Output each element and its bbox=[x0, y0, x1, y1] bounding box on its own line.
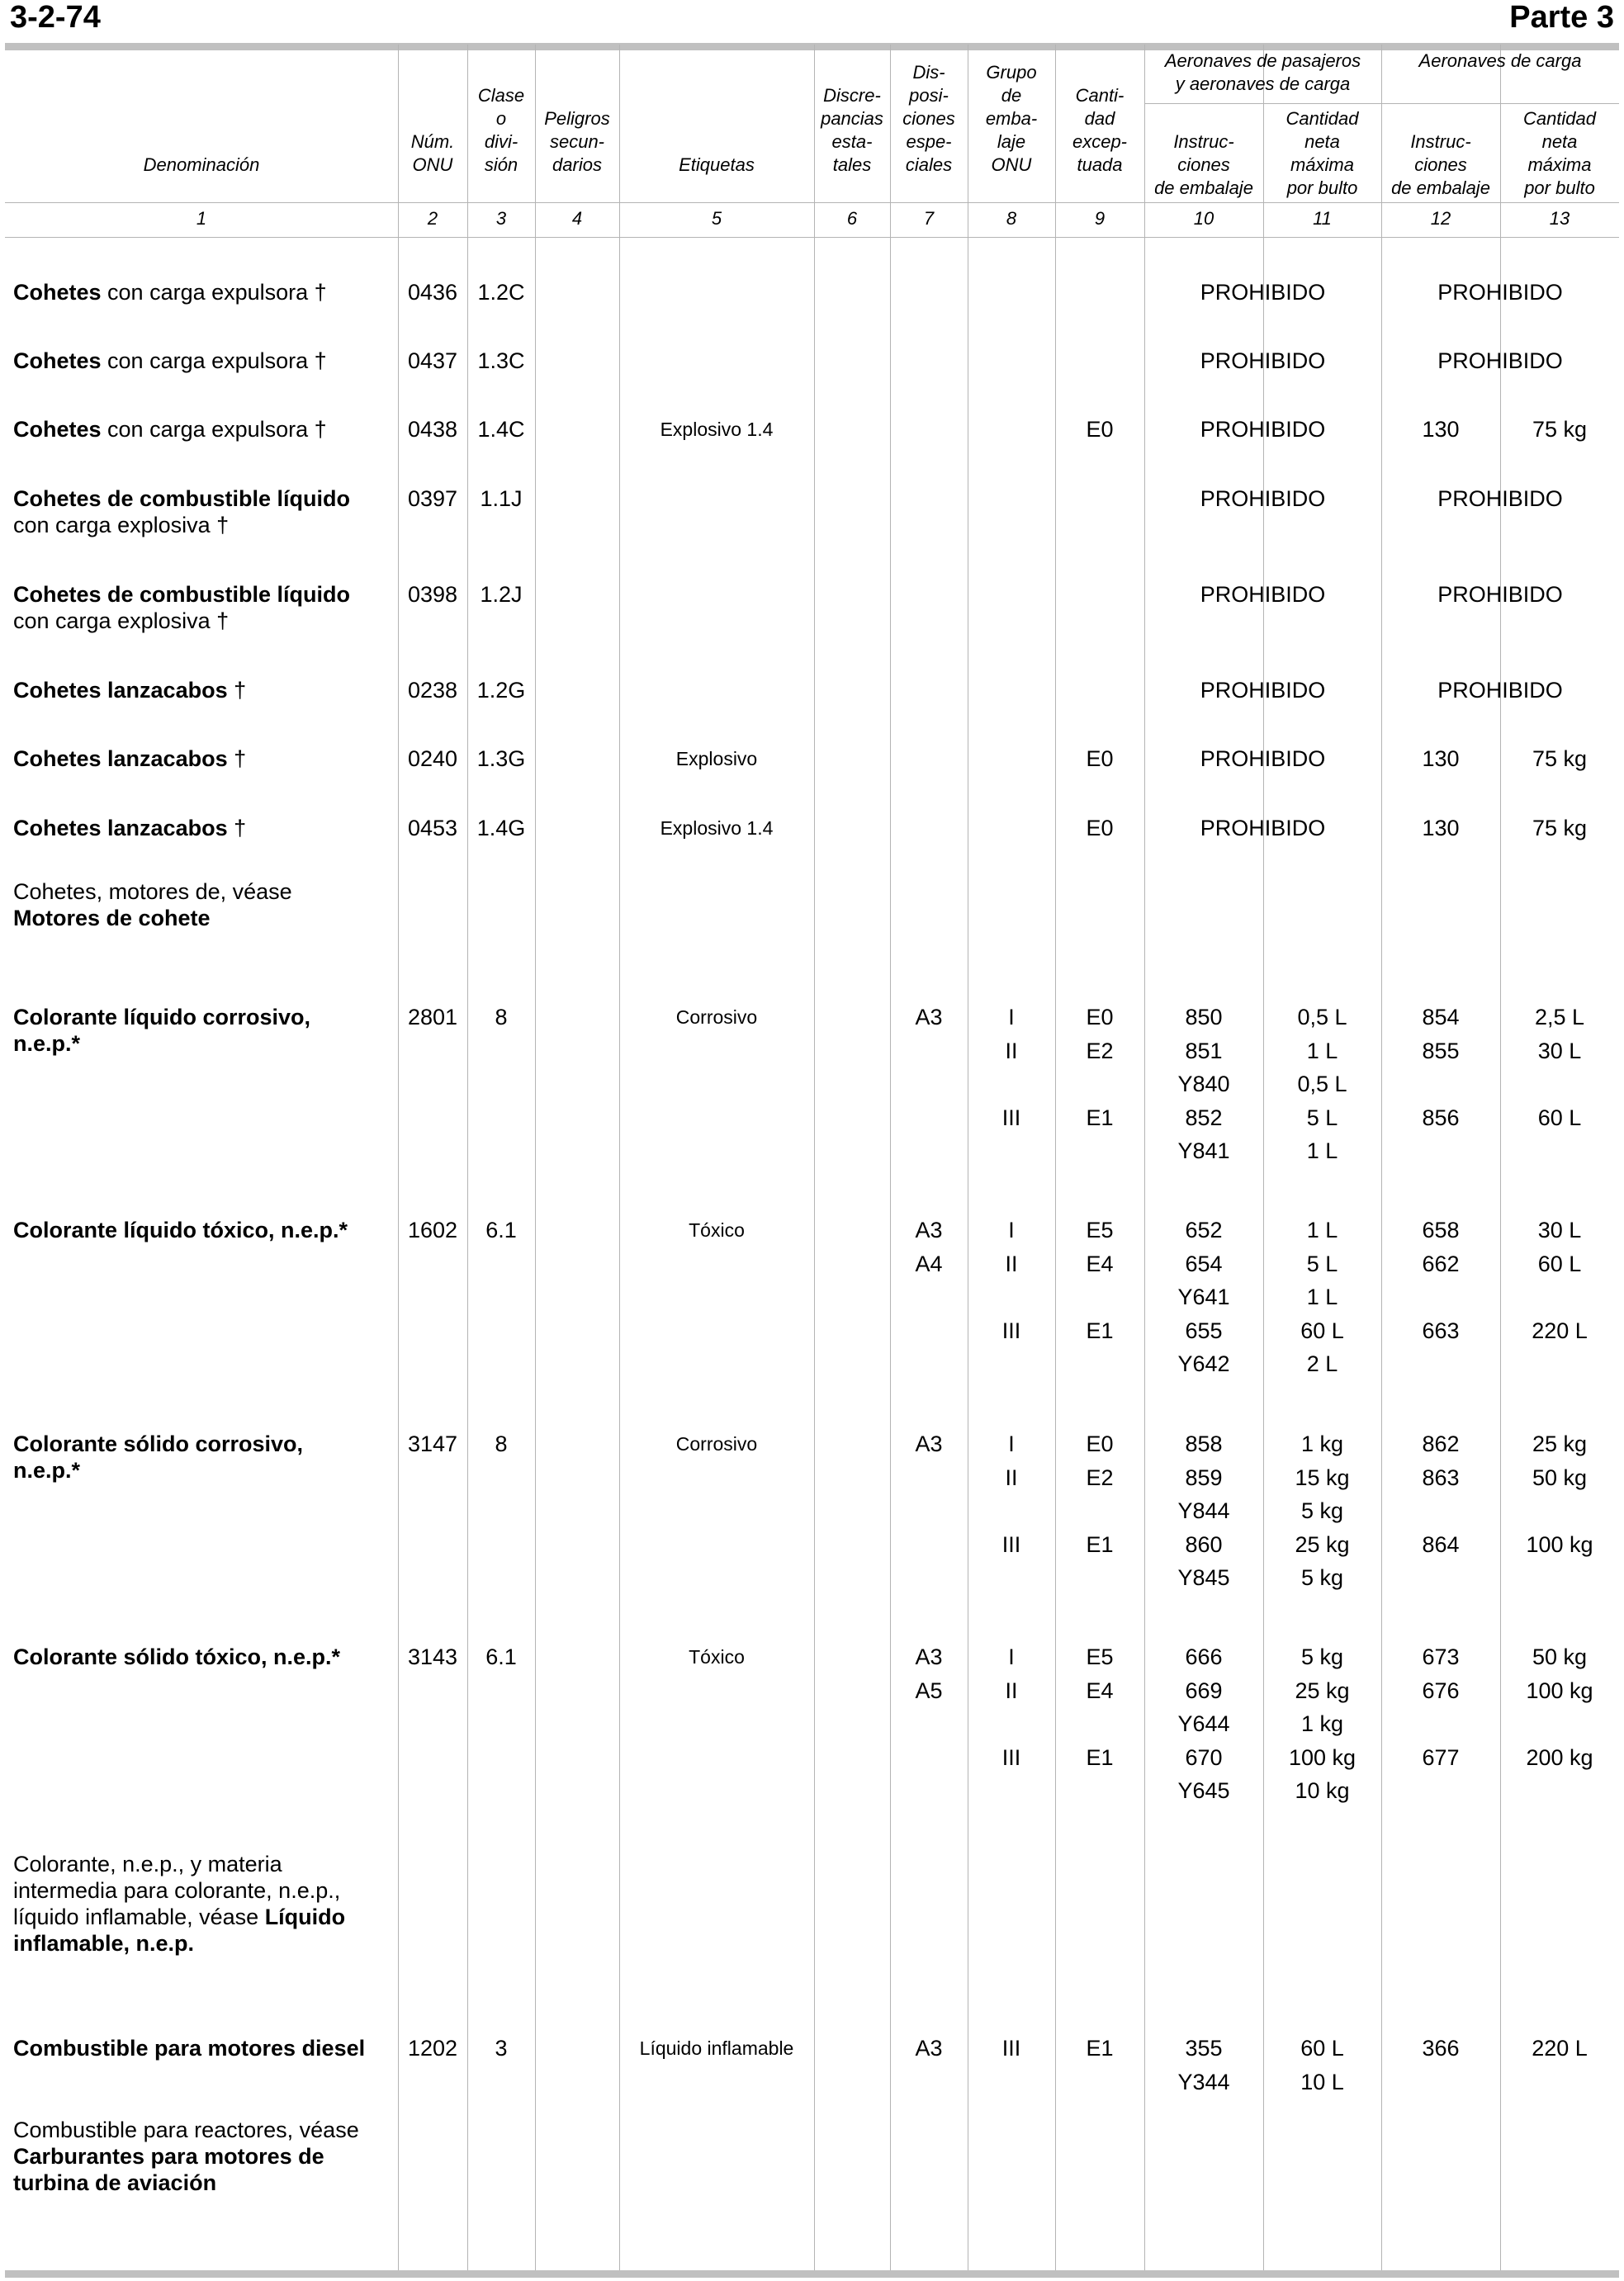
excepted-quantity: E5 bbox=[1086, 1644, 1114, 1669]
header-line: ONU bbox=[412, 154, 453, 175]
excepted-quantity: E1 bbox=[1086, 1531, 1114, 1557]
header-line: ONU bbox=[991, 154, 1032, 175]
special-provision: A3 bbox=[915, 1005, 943, 1029]
excepted-quantity: E4 bbox=[1086, 1678, 1114, 1703]
ref-bold: Carburantes para motores de bbox=[13, 2144, 324, 2169]
pax-max-quantity: 1 L bbox=[1306, 1285, 1338, 1309]
un-number: 3147 bbox=[407, 1432, 458, 1456]
row-denomination bbox=[13, 416, 393, 442]
pax-max-quantity: 0,5 L bbox=[1297, 1005, 1347, 1029]
header-cargo-aircraft: Aeronaves de carga bbox=[1418, 50, 1582, 71]
pax-packing-instruction: 670 bbox=[1185, 1744, 1223, 1770]
header-line: de embalaje bbox=[1154, 177, 1253, 198]
ref-text: Cohetes, motores de, véase bbox=[13, 879, 292, 904]
cargo-packing-instruction: 854 bbox=[1422, 1005, 1460, 1029]
pax-max-quantity: 1 kg bbox=[1300, 1711, 1344, 1736]
header-denominacion: Denominación bbox=[143, 154, 260, 175]
excepted-quantity: E1 bbox=[1086, 1744, 1114, 1770]
excepted-quantity: E0 bbox=[1086, 746, 1114, 771]
cargo-max-quantity: 75 kg bbox=[1532, 816, 1588, 840]
cargo-prohibited: PROHIBIDO bbox=[1437, 486, 1563, 511]
cargo-packing-instruction: 130 bbox=[1422, 816, 1460, 840]
un-number: 1602 bbox=[407, 1218, 458, 1242]
ref-text bbox=[13, 1904, 393, 1930]
packing-group: I bbox=[1008, 1005, 1015, 1029]
pax-packing-instruction: 850 bbox=[1185, 1005, 1223, 1029]
cargo-packing-instruction: 855 bbox=[1422, 1038, 1460, 1063]
un-number: 0438 bbox=[407, 417, 458, 442]
pax-packing-instruction: Y644 bbox=[1177, 1711, 1230, 1736]
label-text: Explosivo 1.4 bbox=[660, 419, 774, 440]
header-pax-instrucciones bbox=[1144, 130, 1263, 200]
class-division: 8 bbox=[495, 1005, 508, 1029]
header-line: secun- bbox=[549, 131, 605, 152]
row-denomination bbox=[13, 485, 393, 538]
denomination-text: con carga expulsora † bbox=[101, 280, 327, 305]
header-line: Canti- bbox=[1075, 85, 1124, 106]
denomination-bold: Colorante sólido tóxico, n.e.p.* bbox=[13, 1644, 341, 1669]
pax-prohibited: PROHIBIDO bbox=[1200, 348, 1326, 373]
pax-packing-instruction: 860 bbox=[1185, 1531, 1223, 1557]
column-number: 12 bbox=[1430, 208, 1451, 229]
packing-group: II bbox=[1005, 1465, 1018, 1490]
cargo-max-quantity: 60 L bbox=[1537, 1105, 1582, 1130]
un-number: 0240 bbox=[407, 746, 458, 771]
header-line: por bulto bbox=[1286, 177, 1358, 198]
ref-bold: inflamable, n.e.p. bbox=[13, 1931, 195, 1956]
excepted-quantity: E0 bbox=[1086, 417, 1114, 442]
excepted-quantity: E1 bbox=[1086, 2036, 1114, 2061]
bottom-rule bbox=[5, 2270, 1619, 2278]
class-division: 1.3G bbox=[476, 746, 526, 771]
packing-group: III bbox=[1001, 1531, 1021, 1557]
column-number: 1 bbox=[196, 208, 207, 229]
ref-text bbox=[13, 1851, 393, 1877]
header-cargo-instrucciones bbox=[1381, 130, 1500, 200]
cargo-prohibited: PROHIBIDO bbox=[1437, 582, 1563, 607]
header-line: Aeronaves de pasajeros bbox=[1164, 50, 1361, 71]
class-division: 1.4C bbox=[477, 417, 525, 442]
header-line: Clase bbox=[477, 85, 525, 106]
header-line: esta- bbox=[831, 131, 873, 152]
packing-group: II bbox=[1005, 1038, 1018, 1063]
header-line: ciales bbox=[905, 154, 953, 175]
cross-reference bbox=[13, 2117, 393, 2196]
packing-group: I bbox=[1008, 1218, 1015, 1242]
header-line: posi- bbox=[909, 85, 949, 106]
denomination-bold: Colorante líquido corrosivo, bbox=[13, 1005, 311, 1029]
header-line: ciones bbox=[1177, 154, 1230, 175]
row-denomination bbox=[13, 815, 393, 841]
cargo-packing-instruction: 677 bbox=[1422, 1744, 1460, 1770]
cargo-max-quantity: 60 L bbox=[1537, 1251, 1582, 1276]
label-text: Corrosivo bbox=[675, 1433, 758, 1455]
row-denomination bbox=[13, 581, 393, 634]
packing-group: III bbox=[1001, 2036, 1021, 2061]
ref-bold: Líquido bbox=[264, 1905, 346, 1929]
special-provision: A3 bbox=[915, 1432, 943, 1456]
pax-prohibited: PROHIBIDO bbox=[1200, 486, 1326, 511]
cargo-packing-instruction: 862 bbox=[1422, 1432, 1460, 1456]
column-divider bbox=[619, 45, 620, 2274]
pax-max-quantity: 15 kg bbox=[1295, 1465, 1350, 1490]
cargo-prohibited: PROHIBIDO bbox=[1437, 280, 1563, 305]
pax-packing-instruction: 669 bbox=[1185, 1678, 1223, 1703]
header-line: tales bbox=[832, 154, 872, 175]
header-line: Cantidad bbox=[1522, 108, 1597, 129]
packing-group: III bbox=[1001, 1105, 1021, 1130]
pax-packing-instruction: 654 bbox=[1185, 1251, 1223, 1276]
pax-packing-instruction: 355 bbox=[1185, 2036, 1223, 2061]
packing-group: I bbox=[1008, 1644, 1015, 1669]
pax-max-quantity: 100 kg bbox=[1288, 1744, 1356, 1770]
class-division: 6.1 bbox=[485, 1218, 517, 1242]
header-peligros bbox=[535, 107, 619, 177]
row-denomination bbox=[13, 2035, 393, 2061]
pax-packing-instruction: Y645 bbox=[1177, 1778, 1230, 1803]
column-number: 10 bbox=[1193, 208, 1214, 229]
header-line: tuada bbox=[1077, 154, 1123, 175]
cargo-packing-instruction: 864 bbox=[1422, 1531, 1460, 1557]
ref-text: Combustible para reactores, véase bbox=[13, 2118, 359, 2142]
packing-group: I bbox=[1008, 1432, 1015, 1456]
row-denomination bbox=[13, 745, 393, 772]
denomination-text: con carga explosiva † bbox=[13, 513, 230, 537]
packing-group: III bbox=[1001, 1744, 1021, 1770]
packing-group: III bbox=[1001, 1318, 1021, 1343]
header-line: Núm. bbox=[410, 131, 455, 152]
column-number: 8 bbox=[1006, 208, 1017, 229]
header-line: laje bbox=[997, 131, 1026, 152]
pax-packing-instruction: 852 bbox=[1185, 1105, 1223, 1130]
cargo-packing-instruction: 673 bbox=[1422, 1644, 1460, 1669]
cargo-max-quantity: 100 kg bbox=[1526, 1531, 1593, 1557]
header-line: excep- bbox=[1072, 131, 1128, 152]
label-text: Corrosivo bbox=[675, 1006, 758, 1028]
pax-prohibited: PROHIBIDO bbox=[1200, 582, 1326, 607]
pax-prohibited: PROHIBIDO bbox=[1200, 678, 1326, 703]
header-line: o bbox=[495, 108, 507, 129]
header-pax-aircraft bbox=[1144, 50, 1381, 96]
cargo-max-quantity: 50 kg bbox=[1532, 1465, 1588, 1490]
header-line: dad bbox=[1084, 108, 1115, 129]
pax-max-quantity: 1 L bbox=[1306, 1038, 1338, 1063]
pax-max-quantity: 1 kg bbox=[1300, 1432, 1344, 1456]
denomination-bold: Cohetes bbox=[13, 348, 102, 373]
pax-max-quantity: 1 L bbox=[1306, 1218, 1338, 1242]
header-line: y aeronaves de carga bbox=[1175, 73, 1351, 94]
header-line: pancias bbox=[821, 108, 883, 129]
column-number: 3 bbox=[495, 208, 507, 229]
denomination-text: con carga explosiva † bbox=[13, 608, 230, 633]
class-division: 8 bbox=[495, 1432, 508, 1456]
header-line: ciones bbox=[902, 108, 955, 129]
label-text: Tóxico bbox=[689, 1646, 745, 1668]
excepted-quantity: E0 bbox=[1086, 816, 1114, 840]
pax-max-quantity: 5 kg bbox=[1300, 1498, 1344, 1523]
header-grupo-embalaje bbox=[968, 61, 1055, 177]
denomination-bold: Colorante sólido corrosivo, bbox=[13, 1432, 304, 1456]
label-text: Explosivo 1.4 bbox=[660, 817, 774, 839]
cargo-packing-instruction: 863 bbox=[1422, 1465, 1460, 1490]
special-provision: A5 bbox=[915, 1678, 943, 1703]
header-line: divi- bbox=[484, 131, 518, 152]
pax-packing-instruction: Y844 bbox=[1177, 1498, 1230, 1523]
row-denomination bbox=[13, 1644, 393, 1670]
row-denomination bbox=[13, 1004, 393, 1057]
row-denomination bbox=[13, 1431, 393, 1484]
pax-max-quantity: 2 L bbox=[1306, 1351, 1338, 1376]
ref-text bbox=[13, 1877, 393, 1904]
header-line: Instruc- bbox=[1410, 131, 1471, 152]
label-text: Tóxico bbox=[689, 1219, 745, 1241]
denomination-text: con carga expulsora † bbox=[101, 417, 327, 442]
column-number: 5 bbox=[711, 208, 722, 229]
pax-packing-instruction: 652 bbox=[1185, 1218, 1223, 1242]
row-denomination bbox=[13, 279, 393, 305]
column-number-rule bbox=[5, 237, 1619, 238]
cargo-max-quantity: 25 kg bbox=[1532, 1432, 1588, 1456]
column-divider bbox=[1381, 45, 1382, 2274]
ref-line: intermedia para colorante, n.e.p., bbox=[13, 1878, 341, 1903]
pax-packing-instruction: 851 bbox=[1185, 1038, 1223, 1063]
header-line: por bulto bbox=[1524, 177, 1595, 198]
denomination-bold: Cohetes de combustible líquido bbox=[13, 486, 351, 511]
header-line: neta bbox=[1304, 131, 1340, 152]
header-line: Instruc- bbox=[1173, 131, 1234, 152]
column-divider bbox=[814, 45, 815, 2274]
header-etiquetas: Etiquetas bbox=[679, 154, 755, 175]
ref-line: Colorante, n.e.p., y materia bbox=[13, 1852, 282, 1876]
cargo-max-quantity: 2,5 L bbox=[1534, 1005, 1585, 1029]
cross-reference bbox=[13, 1851, 393, 1957]
cargo-max-quantity: 75 kg bbox=[1532, 417, 1588, 442]
pax-max-quantity: 0,5 L bbox=[1297, 1072, 1347, 1096]
pax-packing-instruction: Y641 bbox=[1177, 1285, 1230, 1309]
header-line: sión bbox=[484, 154, 518, 175]
header-line: darios bbox=[552, 154, 602, 175]
denomination-bold: Cohetes lanzacabos bbox=[13, 678, 228, 703]
pax-prohibited: PROHIBIDO bbox=[1200, 746, 1326, 771]
header-line: máxima bbox=[1290, 154, 1354, 175]
header-num-onu bbox=[398, 130, 467, 177]
class-division: 1.3C bbox=[477, 348, 525, 373]
header-cargo-cantidad bbox=[1500, 107, 1619, 200]
cargo-prohibited: PROHIBIDO bbox=[1437, 348, 1563, 373]
excepted-quantity: E2 bbox=[1086, 1465, 1114, 1490]
label-text: Explosivo bbox=[675, 748, 758, 769]
denomination-bold: Cohetes bbox=[13, 417, 102, 442]
pax-packing-instruction: 655 bbox=[1185, 1318, 1223, 1343]
class-division: 3 bbox=[495, 2036, 508, 2061]
special-provision: A3 bbox=[915, 1644, 943, 1669]
header-line: emba- bbox=[985, 108, 1038, 129]
excepted-quantity: E1 bbox=[1086, 1105, 1114, 1130]
column-divider bbox=[535, 45, 536, 2274]
un-number: 0437 bbox=[407, 348, 458, 373]
un-number: 2801 bbox=[407, 1005, 458, 1029]
header-line: ciones bbox=[1414, 154, 1467, 175]
cargo-packing-instruction: 130 bbox=[1422, 417, 1460, 442]
pax-max-quantity: 10 L bbox=[1300, 2069, 1344, 2094]
excepted-quantity: E1 bbox=[1086, 1318, 1114, 1343]
page-number: 3-2-74 bbox=[10, 0, 101, 35]
special-provision: A3 bbox=[915, 1218, 943, 1242]
cargo-max-quantity: 100 kg bbox=[1526, 1678, 1593, 1703]
denomination-bold: Combustible para motores diesel bbox=[13, 2036, 366, 2061]
column-divider bbox=[1500, 45, 1501, 2274]
denomination-text: con carga expulsora † bbox=[101, 348, 327, 373]
class-division: 1.2C bbox=[477, 280, 525, 305]
pax-prohibited: PROHIBIDO bbox=[1200, 280, 1326, 305]
cargo-max-quantity: 30 L bbox=[1537, 1038, 1582, 1063]
denomination-text: † bbox=[227, 746, 247, 771]
packing-group: II bbox=[1005, 1678, 1018, 1703]
pax-packing-instruction: Y840 bbox=[1177, 1072, 1230, 1096]
pax-packing-instruction: 666 bbox=[1185, 1644, 1223, 1669]
cross-reference bbox=[13, 878, 393, 931]
cargo-max-quantity: 75 kg bbox=[1532, 746, 1588, 771]
column-number: 7 bbox=[923, 208, 935, 229]
un-number: 3143 bbox=[407, 1644, 458, 1669]
special-provision: A4 bbox=[915, 1251, 943, 1276]
cargo-packing-instruction: 658 bbox=[1422, 1218, 1460, 1242]
cargo-packing-instruction: 856 bbox=[1422, 1105, 1460, 1130]
denomination-bold: Cohetes bbox=[13, 280, 102, 305]
header-line: Discre- bbox=[823, 85, 881, 106]
pax-packing-instruction: 858 bbox=[1185, 1432, 1223, 1456]
denomination-text: † bbox=[227, 678, 247, 703]
cargo-max-quantity: 30 L bbox=[1537, 1218, 1582, 1242]
header-line: de embalaje bbox=[1391, 177, 1490, 198]
cargo-prohibited: PROHIBIDO bbox=[1437, 678, 1563, 703]
pax-max-quantity: 10 kg bbox=[1295, 1778, 1350, 1803]
cargo-packing-instruction: 130 bbox=[1422, 746, 1460, 771]
row-denomination bbox=[13, 1217, 393, 1243]
cargo-packing-instruction: 676 bbox=[1422, 1678, 1460, 1703]
header-clase bbox=[467, 84, 535, 177]
class-division: 1.1J bbox=[480, 486, 523, 511]
pax-packing-instruction: 859 bbox=[1185, 1465, 1223, 1490]
header-line: espe- bbox=[906, 131, 952, 152]
un-number: 0397 bbox=[407, 486, 458, 511]
ref-bold: Motores de cohete bbox=[13, 906, 211, 930]
pax-packing-instruction: Y841 bbox=[1177, 1138, 1230, 1163]
pax-packing-instruction: Y845 bbox=[1177, 1565, 1230, 1590]
un-number: 0398 bbox=[407, 582, 458, 607]
pax-max-quantity: 60 L bbox=[1300, 1318, 1344, 1343]
pax-max-quantity: 5 kg bbox=[1300, 1644, 1344, 1669]
cargo-packing-instruction: 662 bbox=[1422, 1251, 1460, 1276]
pax-prohibited: PROHIBIDO bbox=[1200, 816, 1326, 840]
excepted-quantity: E0 bbox=[1086, 1005, 1114, 1029]
un-number: 0453 bbox=[407, 816, 458, 840]
class-division: 1.2J bbox=[480, 582, 523, 607]
cargo-max-quantity: 220 L bbox=[1532, 1318, 1588, 1343]
ref-bold: turbina de aviación bbox=[13, 2170, 217, 2195]
un-number: 1202 bbox=[407, 2036, 458, 2061]
column-number: 11 bbox=[1313, 208, 1332, 229]
header-line: Grupo bbox=[986, 62, 1037, 83]
packing-group: II bbox=[1005, 1251, 1018, 1276]
pax-max-quantity: 25 kg bbox=[1295, 1678, 1350, 1703]
excepted-quantity: E4 bbox=[1086, 1251, 1114, 1276]
header-line: Peligros bbox=[544, 108, 610, 129]
header-pax-cantidad bbox=[1263, 107, 1381, 200]
denomination-bold: Cohetes lanzacabos bbox=[13, 746, 228, 771]
excepted-quantity: E5 bbox=[1086, 1218, 1114, 1242]
excepted-quantity: E0 bbox=[1086, 1432, 1114, 1456]
pax-max-quantity: 1 L bbox=[1306, 1138, 1338, 1163]
pax-prohibited: PROHIBIDO bbox=[1200, 417, 1326, 442]
column-divider bbox=[1055, 45, 1056, 2274]
label-text: Líquido inflamable bbox=[639, 2037, 794, 2059]
un-number: 0238 bbox=[407, 678, 458, 703]
header-rule bbox=[5, 202, 1619, 203]
excepted-quantity: E2 bbox=[1086, 1038, 1114, 1063]
pax-max-quantity: 5 kg bbox=[1300, 1565, 1344, 1590]
cargo-packing-instruction: 366 bbox=[1422, 2036, 1460, 2061]
part-label: Parte 3 bbox=[1509, 0, 1614, 35]
ref-line: líquido inflamable, véase bbox=[13, 1905, 265, 1929]
header-line: neta bbox=[1541, 131, 1578, 152]
column-number: 9 bbox=[1094, 208, 1106, 229]
pax-packing-instruction: Y344 bbox=[1177, 2069, 1230, 2094]
column-number: 4 bbox=[571, 208, 583, 229]
header-line: Dis- bbox=[912, 62, 945, 83]
cargo-max-quantity: 200 kg bbox=[1526, 1744, 1593, 1770]
pax-max-quantity: 5 L bbox=[1306, 1251, 1338, 1276]
column-divider bbox=[467, 45, 468, 2274]
denomination-bold: Cohetes lanzacabos bbox=[13, 816, 228, 840]
denomination-bold: Colorante líquido tóxico, n.e.p.* bbox=[13, 1218, 348, 1242]
class-division: 1.2G bbox=[476, 678, 526, 703]
un-number: 0436 bbox=[407, 280, 458, 305]
header-line: de bbox=[1001, 85, 1022, 106]
cargo-max-quantity: 50 kg bbox=[1532, 1644, 1588, 1669]
header-line: máxima bbox=[1527, 154, 1592, 175]
header-discrepancias bbox=[814, 84, 890, 177]
header-cantidad-exceptuada bbox=[1055, 84, 1144, 177]
column-number: 2 bbox=[427, 208, 438, 229]
denomination-bold: n.e.p.* bbox=[13, 1031, 81, 1056]
cargo-packing-instruction: 663 bbox=[1422, 1318, 1460, 1343]
row-denomination bbox=[13, 348, 393, 374]
class-division: 6.1 bbox=[485, 1644, 517, 1669]
header-line: Cantidad bbox=[1285, 108, 1359, 129]
denomination-bold: Cohetes de combustible líquido bbox=[13, 582, 351, 607]
column-divider bbox=[890, 45, 891, 2274]
denomination-text: † bbox=[227, 816, 247, 840]
pax-packing-instruction: Y642 bbox=[1177, 1351, 1230, 1376]
column-number: 13 bbox=[1549, 208, 1570, 229]
pax-max-quantity: 5 L bbox=[1306, 1105, 1338, 1130]
row-denomination bbox=[13, 677, 393, 703]
column-divider bbox=[398, 45, 399, 2274]
class-division: 1.4G bbox=[476, 816, 526, 840]
column-number: 6 bbox=[846, 208, 858, 229]
denomination-bold: n.e.p.* bbox=[13, 1458, 81, 1483]
special-provision: A3 bbox=[915, 2036, 943, 2061]
cargo-max-quantity: 220 L bbox=[1532, 2036, 1588, 2061]
pax-max-quantity: 25 kg bbox=[1295, 1531, 1350, 1557]
pax-max-quantity: 60 L bbox=[1300, 2036, 1344, 2061]
header-disposiciones bbox=[890, 61, 968, 177]
